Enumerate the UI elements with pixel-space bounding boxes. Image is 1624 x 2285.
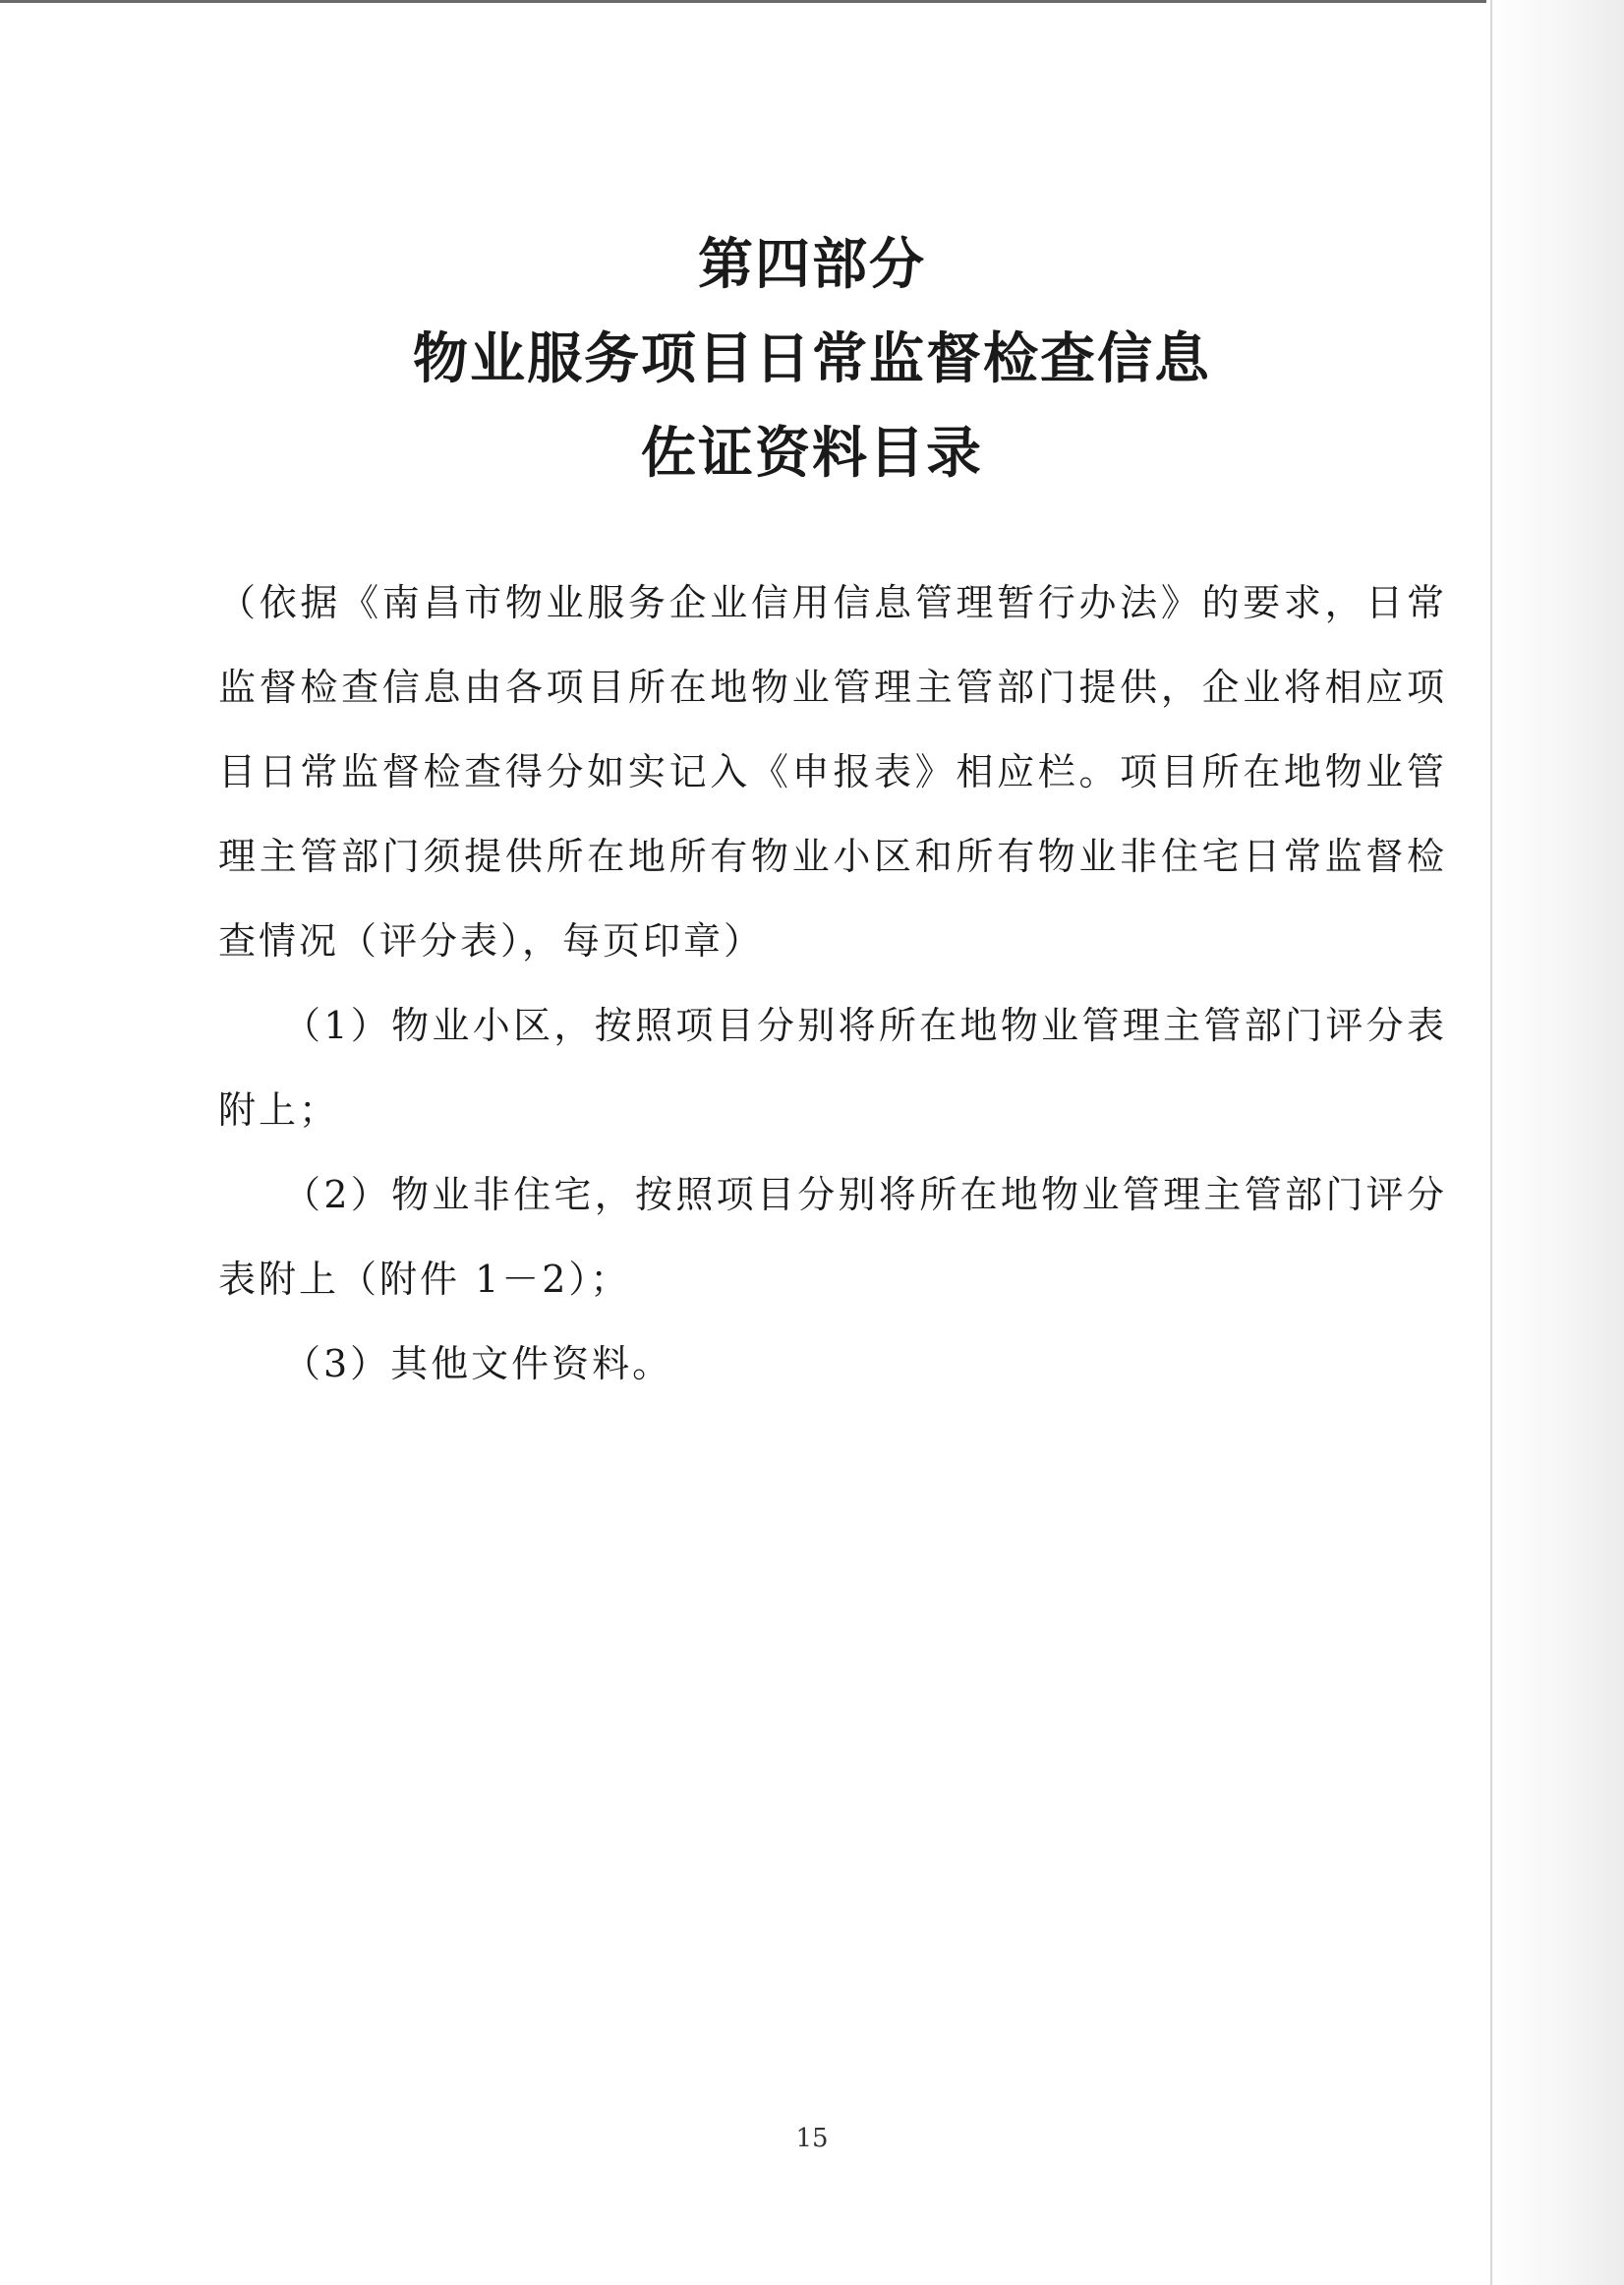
intro-paragraph: （依据《南昌市物业服务企业信用信息管理暂行办法》的要求，日常监督检查信息由各项目所在地物业管理主管部门提供，企业将相应项目日常监督检查得分如实记入《申报表》相应栏。项目所在地物业管理主管部门须提供所在地所有物业小区和所有物业非住宅日常监督检查情况（评分表），每页印章） <box>218 581 1447 963</box>
title-line-3: 佐证资料目录 <box>641 422 983 486</box>
list-item-2: （2）物业非住宅，按照项目分别将所在地物业管理主管部门评分表附上（附件 1－2）； <box>218 1173 1447 1301</box>
title-line-1: 第四部分 <box>698 233 926 297</box>
document-body <box>218 560 1447 1406</box>
title-line-2: 物业服务项目日常监督检查信息 <box>413 327 1211 391</box>
scan-top-edge <box>0 0 1624 3</box>
page-number: 15 <box>795 2124 829 2153</box>
list-item-1: （1）物业小区，按照项目分别将所在地物业管理主管部门评分表附上； <box>218 1004 1447 1132</box>
page-title <box>0 218 1624 501</box>
list-item-3: （3）其他文件资料。 <box>283 1342 673 1385</box>
